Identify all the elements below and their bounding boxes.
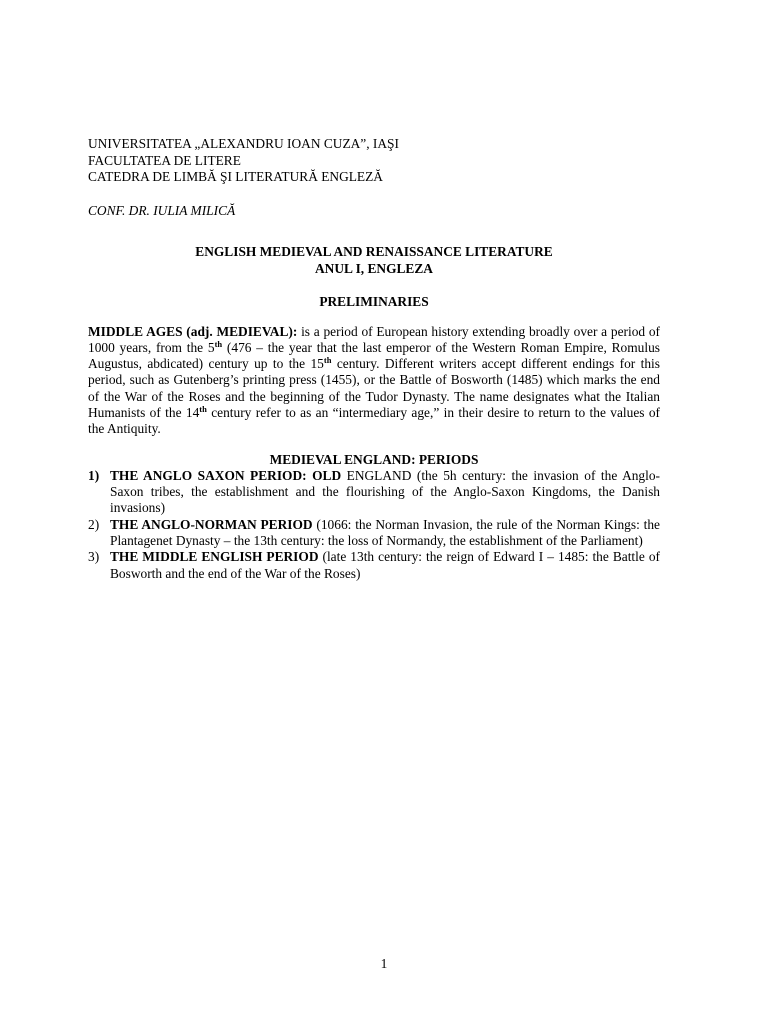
- list-item-number: 2): [88, 516, 100, 532]
- definition-paragraph: [88, 324, 660, 438]
- section-heading: PRELIMINARIES: [319, 294, 429, 309]
- list-item-number: 1): [88, 467, 100, 483]
- periods-heading: MEDIEVAL ENGLAND: PERIODS: [269, 451, 479, 467]
- university-name: UNIVERSITATEA „ALEXANDRU IOAN CUZA”, IAŞI: [88, 136, 399, 151]
- list-item-number: 3): [88, 549, 100, 565]
- list-item-title: THE ANGLO SAXON PERIOD: OLD: [110, 467, 342, 483]
- list-item: [88, 549, 660, 582]
- superscript-3: th: [199, 403, 207, 414]
- list-item: [88, 517, 660, 550]
- title-line-1: ENGLISH MEDIEVAL AND RENAISSANCE LITERATURE: [195, 244, 553, 259]
- definition-text-1: is a period of European history extending broadly over a period of 1000 years, from the 5: [88, 323, 661, 355]
- list-item-text: (late 13th century: the reign of Edward I – 1485: the Battle of Bosworth and the end of the War of the Roses): [110, 549, 660, 581]
- list-item-title: THE MIDDLE ENGLISH PERIOD: [110, 549, 319, 565]
- title-line-2: ANUL I, ENGLEZA: [315, 260, 433, 276]
- list-item: [88, 468, 660, 517]
- author-name: CONF. DR. IULIA MILICĂ: [88, 202, 236, 218]
- definition-text-2: (476 – the year that the last emperor of the Western Roman Empire, Romulus Augustus, abdicated) century up to the 15: [88, 339, 660, 372]
- list-item-text: ENGLAND (the 5h century: the invasion of the Anglo-Saxon tribes, the establishment and the flourishing of the Anglo-Saxon Kingdoms, the Danish invasions): [110, 467, 660, 516]
- superscript-1: th: [214, 338, 223, 349]
- definition-text-4: century refer to as an “intermediary age,” in their desire to return to the values of the Antiquity.: [88, 404, 661, 437]
- page-content: [88, 136, 660, 582]
- periods-list: [88, 468, 660, 582]
- list-item-title: THE ANGLO-NORMAN PERIOD: [110, 516, 313, 532]
- list-item-text: (1066: the Norman Invasion, the rule of the Norman Kings: the Plantagenet Dynasty – the 13th century: the loss of Normandy, the establishment of the Parliament): [110, 516, 660, 549]
- page-number: 1: [380, 956, 388, 971]
- definition-text-3: century. Different writers accept different endings for this period, such as Gutenberg’s printing press (1455), or the Battle of Bosworth (1485) which marks the end of the War of the Roses and the beginning of the Tudor Dynasty. The name designates what the Italian Humanists of the 14: [88, 356, 660, 420]
- department-name: CATEDRA DE LIMBĂ ŞI LITERATURĂ ENGLEZĂ: [88, 169, 383, 184]
- definition-term: MIDDLE AGES (adj. MEDIEVAL):: [88, 323, 298, 339]
- superscript-2: th: [323, 355, 332, 366]
- document-title: [88, 244, 660, 277]
- faculty-name: FACULTATEA DE LITERE: [88, 152, 241, 168]
